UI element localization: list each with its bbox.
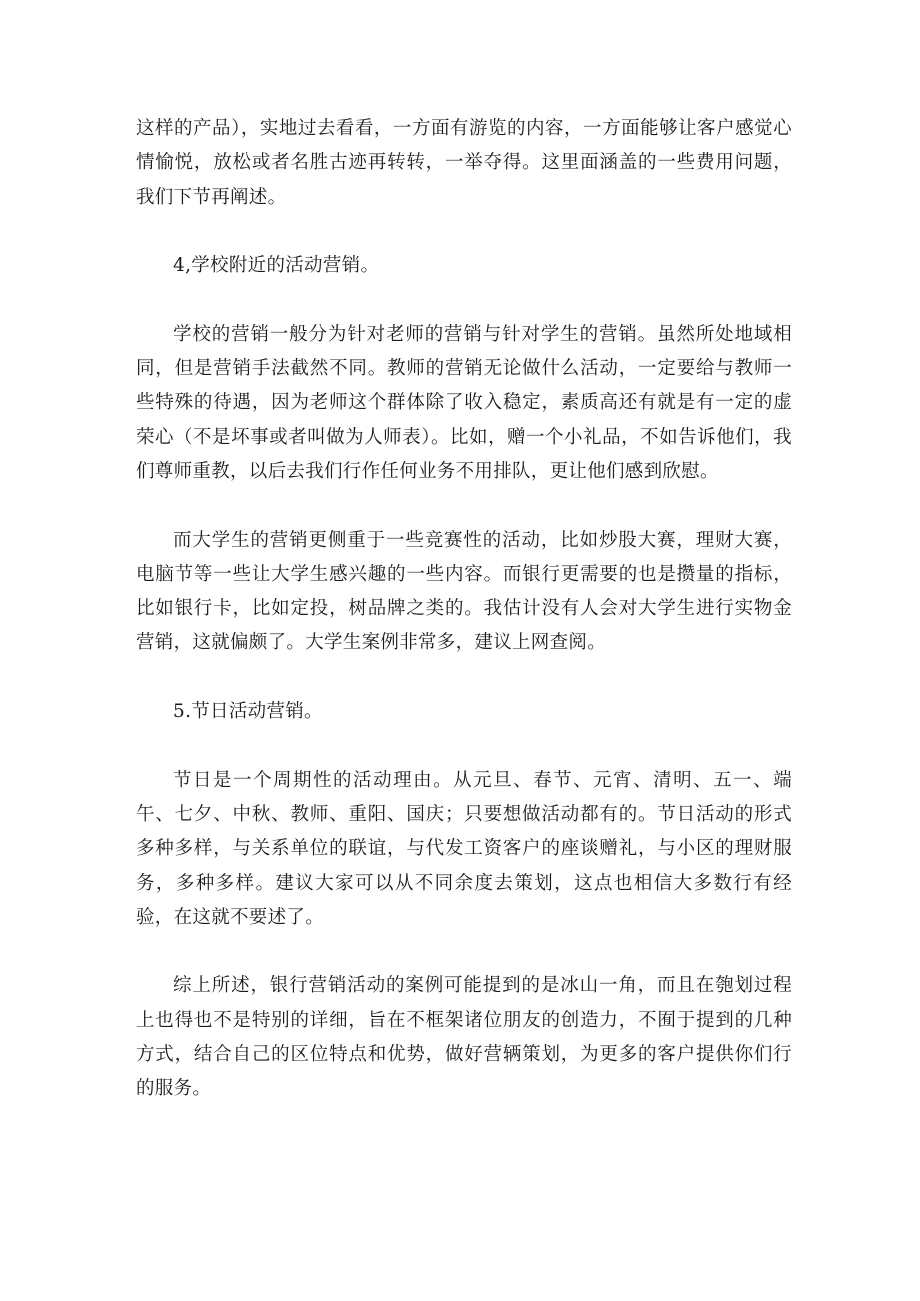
section-heading-4: 4,学校附近的活动营销。: [173, 255, 380, 277]
paragraph-school-marketing: 学校的营销一般分为针对老师的营销与针对学生的营销。虽然所处地域相同，但是营销手法截然不同。教师的营销无论做什么活动，一定要给与教师一些特殊的待遇，因为老师这个群体除了收入稳定，素质高还有就是有一定的虚荣心（不是坏事或者叫做为人师表）。比如，赠一个小礼品，不如告诉他们，我们尊师重教，以后去我们行作任何业务不用排队，更让他们感到欣慰。: [136, 323, 792, 482]
paragraph-holiday-marketing: 节日是一个周期性的活动理由。从元旦、春节、元宵、清明、五一、端午、七夕、中秋、教师、重阳、国庆；只要想做活动都有的。节日活动的形式多种多样，与关系单位的联谊，与代发工资客户的座谈赠礼，与小区的理财服务，多种多样。建议大家可以从不同余度去策划，这点也相信大多数行有经验，在这就不要述了。: [136, 769, 792, 928]
paragraph-summary: 综上所述，银行营销活动的案例可能提到的是冰山一角，而且在匏划过程上也得也不是特别的详细，旨在不框架诸位朋友的创造力，不囿于提到的几种方式，结合自己的区位特点和优势，做好营辆策划，为更多的客户提供你们行的服务。: [136, 975, 792, 1100]
document-body: [136, 112, 792, 1141]
paragraph-student-marketing: 而大学生的营销更侧重于一些竞赛性的活动，比如炒股大赛，理财大赛，电脑节等一些让大学生感兴趣的一些内容。而银行更需要的也是攒量的指标，比如银行卡，比如定投，树品牌之类的。我估计没有人会对大学生进行实物金营销，这就偏颇了。大学生案例非常多，建议上网查阅。: [136, 529, 792, 654]
paragraph-continuation: 这样的产品），实地过去看看，一方面有游览的内容，一方面能够让客户感觉心情愉悦，放松或者名胜古迹再转转，一举夺得。这里面涵盖的一些费用问题，我们下节再阐述。: [136, 118, 792, 208]
section-heading-5: 5.节日活动营销。: [173, 701, 323, 723]
